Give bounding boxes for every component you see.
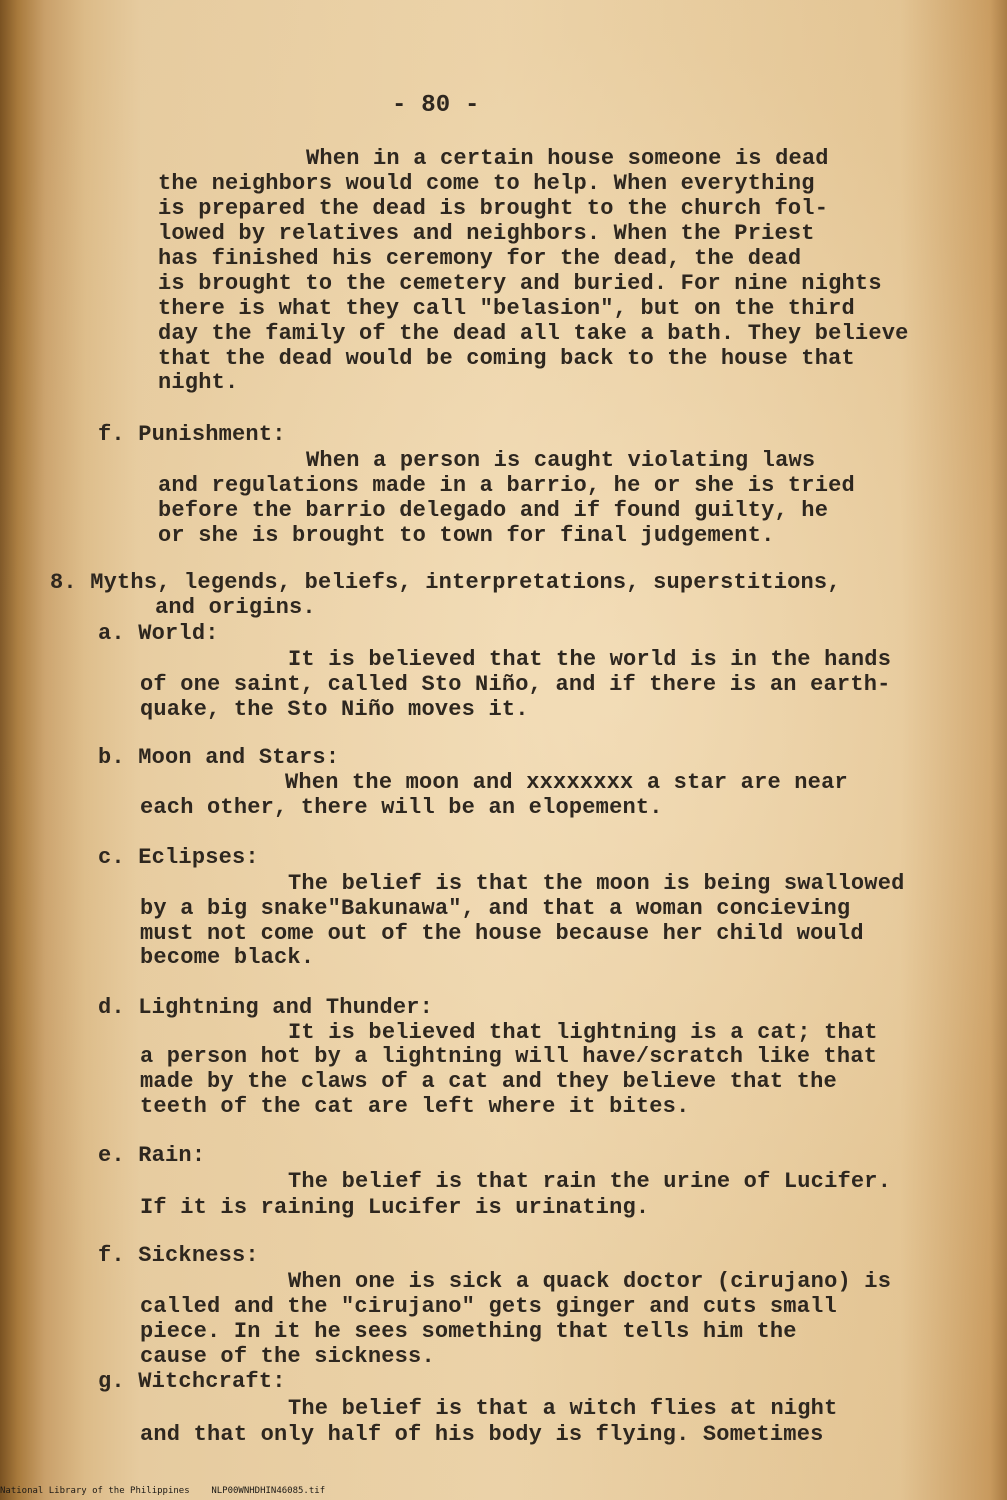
text-line: and origins. — [155, 595, 316, 620]
text-line: piece. In it he sees something that tells him the — [140, 1319, 797, 1344]
text-line: lowed by relatives and neighbors. When the Priest — [158, 221, 815, 246]
text-line: is brought to the cemetery and buried. For nine nights — [158, 271, 882, 296]
text-line: quake, the Sto Niño moves it. — [140, 697, 529, 722]
text-line: If it is raining Lucifer is urinating. — [140, 1195, 650, 1220]
text-line: and that only half of his body is flying. Sometimes — [140, 1422, 824, 1447]
subsection-heading: g. Witchcraft: — [98, 1369, 286, 1394]
text-line: a person hot by a lightning will have/scratch like that — [140, 1044, 878, 1069]
text-line: The belief is that rain the urine of Lucifer. — [288, 1169, 892, 1194]
text-line: by a big snake"Bakunawa", and that a woman concieving — [140, 896, 851, 921]
text-line: cause of the sickness. — [140, 1344, 435, 1369]
text-line: the neighbors would come to help. When everything — [158, 171, 815, 196]
subsection-heading: a. World: — [98, 621, 219, 646]
text-line: When a person is caught violating laws — [306, 448, 816, 473]
text-line: must not come out of the house because her child would — [140, 921, 864, 946]
text-line: and regulations made in a barrio, he or she is tried — [158, 473, 855, 498]
text-line: that the dead would be coming back to the house that — [158, 346, 855, 371]
text-line: The belief is that a witch flies at night — [288, 1396, 838, 1421]
subsection-heading: b. Moon and Stars: — [98, 745, 340, 770]
text-line: It is believed that the world is in the hands — [288, 647, 892, 672]
text-line: called and the "cirujano" gets ginger and cuts small — [140, 1294, 837, 1319]
subsection-heading: e. Rain: — [98, 1143, 206, 1168]
text-line: each other, there will be an elopement. — [140, 795, 663, 820]
text-line: become black. — [140, 945, 315, 970]
subsection-heading: d. Lightning and Thunder: — [98, 995, 434, 1020]
text-line: is prepared the dead is brought to the church fol- — [158, 196, 829, 221]
archive-footer: National Library of the Philippines NLP00WNHDHIN46085.tif — [0, 1486, 326, 1496]
text-line: has finished his ceremony for the dead, the dead — [158, 246, 802, 271]
page-number: - 80 - — [392, 92, 480, 119]
text-line: teeth of the cat are left where it bites. — [140, 1094, 690, 1119]
text-line: The belief is that the moon is being swallowed — [288, 871, 905, 896]
section-heading: 8. Myths, legends, beliefs, interpretations, superstitions, — [50, 570, 841, 595]
text-line: night. — [158, 370, 239, 395]
text-line: before the barrio delegado and if found guilty, he — [158, 498, 829, 523]
text-line: made by the claws of a cat and they believe that the — [140, 1069, 837, 1094]
subsection-heading: c. Eclipses: — [98, 845, 259, 870]
text-line: When in a certain house someone is dead — [306, 146, 829, 171]
text-line: there is what they call "belasion", but on the third — [158, 296, 855, 321]
text-line: or she is brought to town for final judgement. — [158, 523, 775, 548]
subsection-heading: f. Sickness: — [98, 1243, 259, 1268]
text-line: day the family of the dead all take a bath. They believe — [158, 321, 909, 346]
text-line: of one saint, called Sto Niño, and if there is an earth- — [140, 672, 891, 697]
text-line: It is believed that lightning is a cat; that — [288, 1020, 878, 1045]
text-line: When the moon and xxxxxxxx a star are near — [285, 770, 848, 795]
section-heading: f. Punishment: — [98, 422, 286, 447]
text-line: When one is sick a quack doctor (cirujano) is — [288, 1269, 892, 1294]
